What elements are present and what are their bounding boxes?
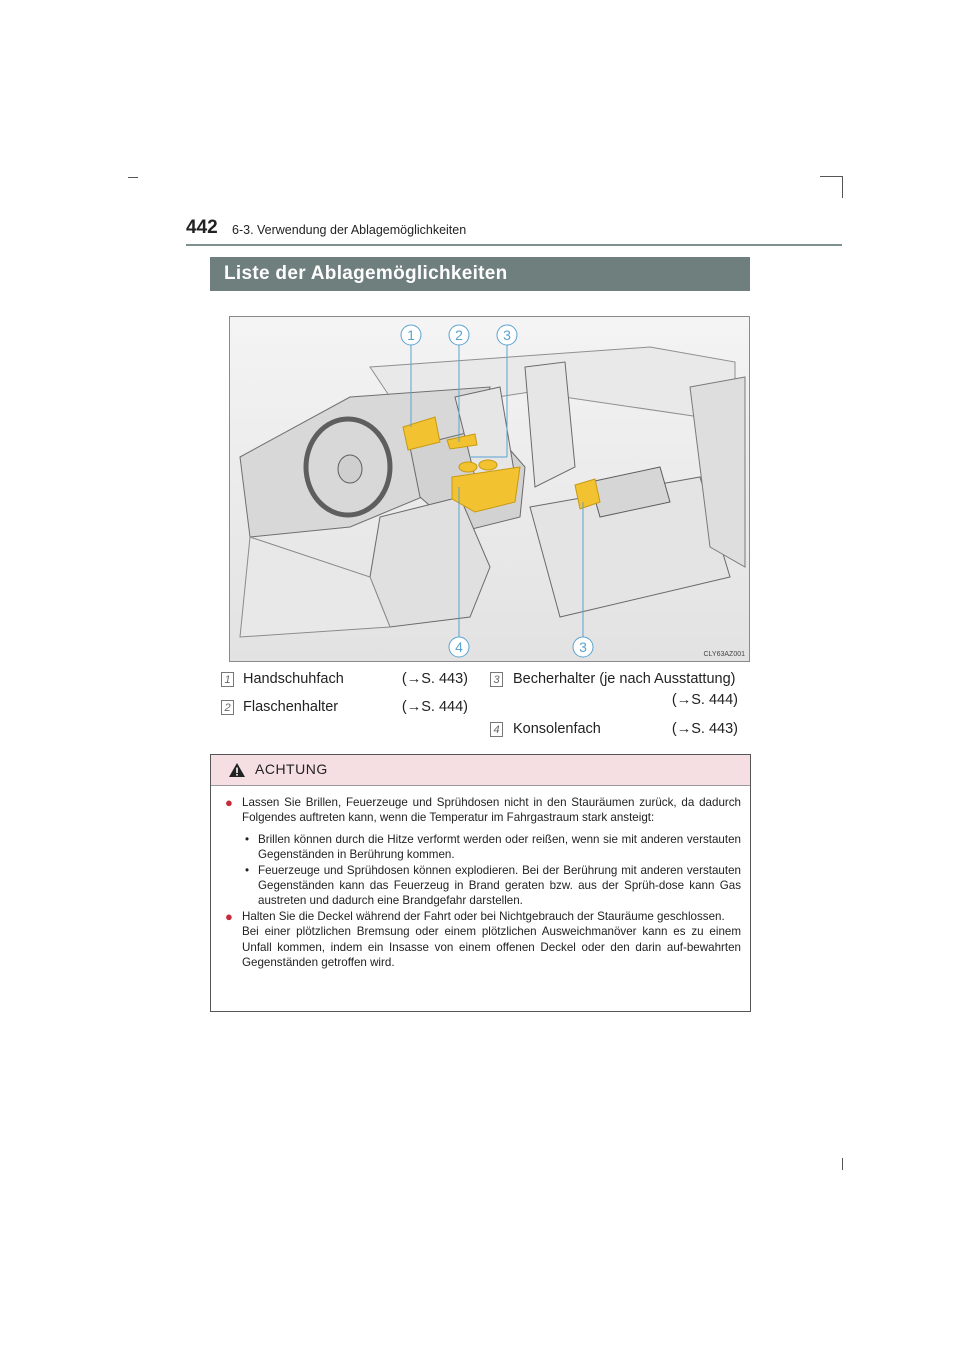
crop-mark [820,176,842,177]
item-ref-console-box: (→S. 443) [671,721,738,737]
interior-illustration [229,316,750,662]
item-ref-bottle-holder: (→S. 444) [401,699,468,715]
warning-text-2b: Bei einer plötzlichen Bremsung oder einem plötzlichen Ausweichmanöver kann es zu einem Unfall kommen, indem ein Insasse von einem offenen Deckel oder den darin auf-bewahrten Gegenständen getroffen wird. [242,925,741,970]
callout-3b: 3 [579,639,587,655]
section-title: Liste der Ablagemöglichkeiten [210,257,750,291]
warning-text-2: Halten Sie die Deckel während der Fahrt oder bei Nichtgebrauch der Stauräume geschlossen. [242,909,725,923]
item-number-1: 1 [221,672,234,687]
callout-3: 3 [503,327,511,343]
item-number-2: 2 [221,700,234,715]
item-label-bottle-holder: Flaschenhalter [243,699,339,715]
crop-mark [842,1158,843,1170]
bullet-dot-icon: ● [225,795,233,810]
item-number-4: 4 [490,722,503,737]
item-label-console-box: Konsolenfach [513,721,601,737]
car-interior-drawing [230,317,750,662]
header-rule [186,244,842,246]
callout-2: 2 [455,327,463,343]
warning-subtext-2: Feuerzeuge und Sprühdosen können explodieren. Bei der Berührung mit anderen verstauten Gegenständen kann das Feuerzeug in Brand geraten bzw. aus der Sprüh-dose kann Gas austreten und dadurch eine Brandgefahr darstellen. [258,863,741,908]
crop-mark [128,177,138,178]
callout-4: 4 [455,639,463,655]
sub-bullet-icon: • [245,832,250,846]
crop-mark [842,176,843,198]
figure-code: CLY63AZ001 [703,651,745,658]
item-label-cup-holder: Becherhalter (je nach Ausstattung) [513,671,736,687]
item-ref-cup-holder: (→S. 444) [671,692,738,708]
callout-1: 1 [407,327,415,343]
warning-subitem-1 [225,832,741,863]
warning-triangle-icon [228,762,246,778]
breadcrumb: 6-3. Verwendung der Ablagemöglichkeiten [232,223,467,237]
item-number-3: 3 [490,672,503,687]
warning-title: ACHTUNG [255,761,328,777]
warning-header [211,755,750,786]
warning-box [210,754,751,1012]
page-number: 442 [186,217,218,238]
warning-subitem-2 [225,863,741,909]
warning-paragraph-2 [225,909,741,971]
warning-paragraph-1 [225,795,741,826]
item-label-glovebox: Handschuhfach [243,671,344,687]
warning-body [225,795,741,970]
sub-bullet-icon: • [245,863,250,877]
item-ref-glovebox: (→S. 443) [401,671,468,687]
warning-subtext-1: Brillen können durch die Hitze verformt werden oder reißen, wenn sie mit anderen verstauten Gegenständen in Berührung kommen. [258,832,741,862]
bullet-dot-icon: ● [225,908,233,924]
warning-text-1: Lassen Sie Brillen, Feuerzeuge und Sprühdosen nicht in den Stauräumen zurück, da dadurch Folgendes auftreten kann, wenn die Temperatur im Fahrgastraum stark ansteigt: [242,796,741,825]
